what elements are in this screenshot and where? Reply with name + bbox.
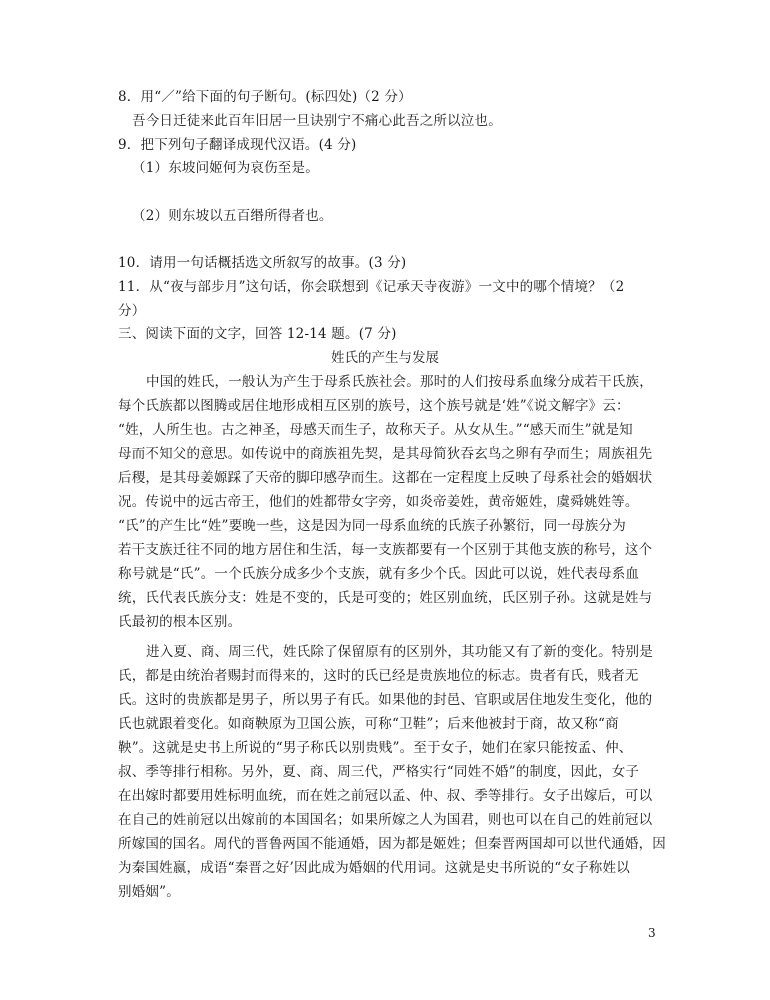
para2-line: 别婚姻”。 <box>118 884 180 900</box>
para1-line: 氏最初的根本区别。 <box>118 614 242 630</box>
para2-line: 为秦国姓嬴，成语“秦晋之好’因此成为婚姻的代用词。这就是史书所说的“女子称姓以 <box>118 860 630 876</box>
para1-line: 中国的姓氏，一般认为产生于母系氏族社会。那时的人们按母系血缘分成若干氏族， <box>146 374 653 390</box>
para1-line: 母而不知父的意思。如传说中的商族祖先契，是其母简狄吞玄鸟之卵有孕而生；周族祖先 <box>118 446 653 462</box>
section-3-heading: 三、阅读下面的文字，回答 12-14 题。(7 分) <box>118 326 397 342</box>
para2-line: 氏。这时的贵族都是男子，所以男子有氏。如果他的封邑、官职或居住地发生变化，他的 <box>118 692 653 708</box>
page-number: 3 <box>648 926 656 940</box>
question-11-line-1: 11．从“夜与部步月”这句话，你会联想到《记承天寺夜游》一文中的哪个情境？（2 <box>118 279 625 295</box>
para2-line: 在自己的姓前冠以出嫁前的本国国名；如果所嫁之人为国君，则也可以在自己的姓前冠以 <box>118 812 653 828</box>
question-9-item-1: （1）东坡问姬何为哀伤至是。 <box>132 160 319 176</box>
question-9: 9．把下列句子翻译成现代汉语。(4 分) <box>118 137 357 153</box>
para2-line: 叔、季等排行相称。另外，夏、商、周三代，严格实行“同姓不婚”的制度，因此，女子 <box>118 764 640 780</box>
para1-line: 称号就是“氏”。一个氏族分成多少个支族，就有多少个氏。因此可以说，姓代表母系血 <box>118 566 640 582</box>
para1-line: 统，氏代表氏族分支：姓是不变的，氏是可变的；姓区别血统，氏区别子孙。这就是姓与 <box>118 590 653 606</box>
para1-line: 每个氏族都以图腾或居住地形成相互区别的族号，这个族号就是‘姓”《说文解字》云： <box>118 398 630 414</box>
para2-line: 进入夏、商、周三代，姓氏除了保留原有的区别外，其功能又有了新的变化。特别是 <box>146 644 653 660</box>
para2-line: 在出嫁时都要用姓标明血统，而在姓之前冠以孟、仲、叔、季等排行。女子出嫁后，可以 <box>118 788 653 804</box>
para2-line: 氏，都是由统治者赐封而得来的，这时的氏已经是贵族地位的标志。贵者有氏，贱者无 <box>118 668 639 684</box>
para2-line: 鞅”。这就是史书上所说的“男子称氏以别贵贱”。至于女子，她们在家只能按孟、仲、 <box>118 740 633 756</box>
para1-line: 若干支族迁往不同的地方居住和生活，每一支族都要有一个区别于其他支族的称号，这个 <box>118 542 653 558</box>
question-9-item-2: （2）则东坡以五百缗所得者也。 <box>132 208 333 224</box>
para1-line: 后稷，是其母姜嫄踩了天帝的脚印感孕而生。这都在一定程度上反映了母系社会的婚姻状 <box>118 470 653 486</box>
question-10: 10．请用一句话概括选文所叙写的故事。(3 分) <box>118 255 407 271</box>
question-8-text: 吾今日迁徒来此百年旧居一旦诀别宁不痛心此吾之所以泣也。 <box>132 113 502 129</box>
question-8: 8．用“／”给下面的句子断句。(标四处)（2 分） <box>118 89 412 105</box>
para2-line: 所嫁国的国名。周代的晋鲁两国不能通婚，因为都是姬姓；但秦晋两国却可以世代通婚，因 <box>118 836 666 852</box>
para1-line: “氏”的产生比“姓”要晚一些，这是因为同一母系血统的氏族子孙繁衍，同一母族分为 <box>118 518 626 534</box>
para1-line: “姓，人所生也。古之神圣，母感天而生子，故称天子。从女从生。”“感天而生”就是知 <box>118 422 633 438</box>
article-title: 姓氏的产生与发展 <box>331 350 439 366</box>
para2-line: 氏也就跟着变化。如商鞅原为卫国公族，可称“卫鞋”；后来他被封于商，故又称“商 <box>118 716 619 732</box>
question-11-line-2: 分） <box>118 303 146 319</box>
para1-line: 况。传说中的远古帝王，他们的姓都带女字旁，如炎帝姜姓，黄帝姬姓，虞舜姚姓等。 <box>118 494 639 510</box>
